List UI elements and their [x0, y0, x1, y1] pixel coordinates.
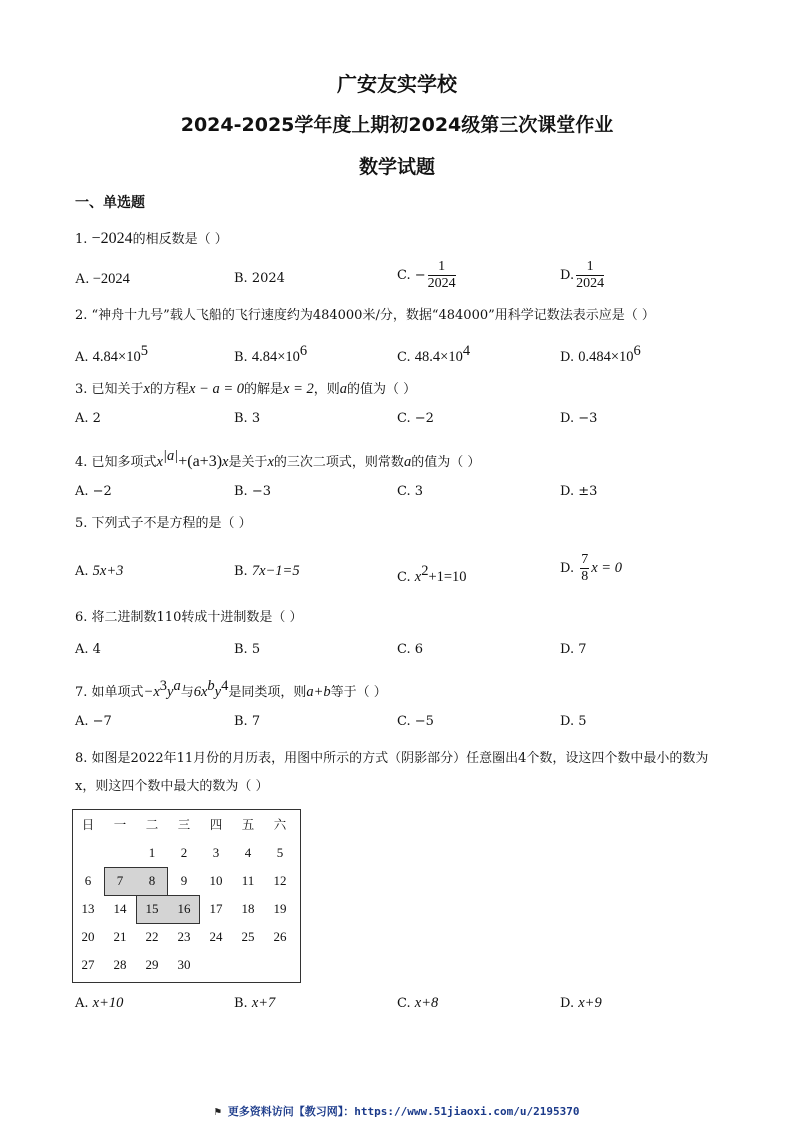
calendar-day: 11: [241, 873, 255, 888]
calendar-day: 5: [276, 845, 284, 860]
calendar-figure: [72, 809, 301, 983]
calendar-day: 22: [145, 929, 159, 944]
calendar-weekday: 四: [209, 817, 223, 832]
calendar-day: 10: [209, 873, 223, 888]
question-6-option-c: C. 6: [397, 642, 424, 657]
question-3-option-c: C. −2: [397, 411, 434, 426]
calendar-day: 27: [81, 957, 95, 972]
calendar-day: 20: [81, 929, 95, 944]
question-1-option-a: A. −2024: [75, 271, 130, 287]
calendar-day: 14: [113, 901, 127, 916]
question-7-stem: 7. 如单项式$-x^3y^a$与$6x^by^4$是同类项，则a+b等于（ ）: [75, 678, 387, 700]
calendar-day: 29: [145, 957, 159, 972]
calendar-day: 17: [209, 901, 223, 916]
calendar-day: 3: [212, 845, 220, 860]
calendar-day: 23: [177, 929, 191, 944]
school-name: 广安友实学校: [337, 72, 457, 96]
question-1-option-b: B. 2024: [234, 271, 285, 286]
question-2-option-d: D. $0.484\times 10^6$: [560, 343, 641, 365]
question-5-option-c: C. $x^2+1=10$: [397, 563, 467, 585]
question-6-option-a: A. 4: [75, 642, 101, 657]
calendar-day: 16: [177, 901, 191, 916]
question-5-option-a: A. 5x+3: [75, 563, 124, 579]
question-4-option-a: A. −2: [75, 484, 112, 499]
question-8-option-c: C. x+8: [397, 995, 439, 1011]
calendar-day: 6: [84, 873, 92, 888]
calendar-day: 8: [148, 873, 156, 888]
calendar-day: 9: [180, 873, 188, 888]
footer-link[interactable]: [0, 1103, 794, 1119]
footer-text[interactable]: 更多资料访问【教习网】：https://www.51jiaoxi.com/u/2195370: [227, 1105, 580, 1118]
exam-subtitle: 2024-2025学年度上期初2024级第三次课堂作业: [180, 114, 614, 136]
question-2-stem: 2. “神舟十九号”载人飞船的飞行速度约为484000米/分，数据“484000”用科学记数法表示应是（ ）: [75, 308, 655, 323]
question-8-option-d: D. x+9: [560, 995, 602, 1011]
question-6-option-b: B. 5: [234, 642, 261, 657]
calendar-weekday: 一: [113, 817, 127, 832]
calendar-day: 26: [273, 929, 287, 944]
subject-title: 数学试题: [358, 156, 435, 178]
question-7-option-a: A. −7: [75, 714, 112, 729]
question-6-option-d: D. 7: [560, 642, 587, 657]
question-1-stem: 1. −2024的相反数是（ ）: [75, 230, 228, 247]
calendar-day: 19: [273, 901, 287, 916]
flag-icon: ⚑: [214, 1105, 222, 1118]
question-3-stem: 3. 已知关于x的方程x − a = 0的解是x = 2，则a的值为（ ）: [75, 381, 417, 397]
calendar-weekday: 六: [273, 817, 287, 832]
question-5-stem: 5. 下列式子不是方程的是（ ）: [75, 516, 252, 531]
calendar-day: 1: [148, 845, 156, 860]
calendar-day: 18: [241, 901, 255, 916]
question-3-option-b: B. 3: [234, 411, 261, 426]
section-title: 一、单选题: [75, 195, 145, 211]
question-5-option-d: D. $\frac{7}{8}$ x = 0: [560, 552, 622, 584]
question-3-option-a: A. 2: [75, 411, 101, 426]
question-2-option-c: C. $48.4\times 10^4$: [397, 343, 471, 365]
question-1-option-c: C. − $\frac{1}{2024}$: [397, 259, 456, 291]
calendar-day: 2: [180, 845, 188, 860]
question-4-stem: 4. 已知多项式$x^{|a|}+(a+3)x$是关于x的三次二项式，则常数a的值为（ ）: [75, 448, 481, 470]
calendar-day: 21: [113, 929, 127, 944]
question-7-option-d: D. 5: [560, 714, 587, 729]
calendar-day: 30: [177, 957, 191, 972]
calendar-weekday: 二: [145, 817, 159, 832]
question-5-option-b: B. 7x−1=5: [234, 563, 300, 579]
question-3-option-d: D. −3: [560, 411, 598, 426]
calendar-weekday: 五: [241, 817, 255, 832]
question-7-option-c: C. −5: [397, 714, 434, 729]
question-8-option-b: B. x+7: [234, 995, 276, 1011]
question-4-option-c: C. 3: [397, 484, 424, 499]
calendar-day: 12: [273, 873, 287, 888]
calendar-weekday: 三: [177, 817, 191, 832]
calendar-day: 24: [209, 929, 223, 944]
question-8-option-a: A. x+10: [75, 995, 124, 1011]
calendar-day: 25: [241, 929, 255, 944]
calendar-day: 7: [116, 873, 124, 888]
question-8-stem: 8. 如图是2022年11月份的月历表，用图中所示的方式（阴影部分）任意圈出4个数，设这四个数中最小的数为x，则这四个数中最大的数为（ ）: [75, 751, 709, 794]
calendar-day: 28: [113, 957, 127, 972]
calendar-weekday: 日: [81, 817, 95, 832]
calendar-day: 13: [81, 901, 95, 916]
calendar-day: 4: [244, 845, 252, 860]
question-7-option-b: B. 7: [234, 714, 261, 729]
question-2-option-b: B. $4.84\times 10^6$: [234, 343, 308, 365]
calendar-day: 15: [145, 901, 159, 916]
question-1-option-d: D. $\frac{1}{2024}$: [560, 259, 605, 291]
question-2-option-a: A. $4.84\times 10^5$: [75, 343, 148, 365]
question-4-option-d: D. ±3: [560, 484, 598, 499]
question-4-option-b: B. −3: [234, 484, 271, 499]
question-6-stem: 6. 将二进制数110转成十进制数是（ ）: [75, 610, 303, 625]
